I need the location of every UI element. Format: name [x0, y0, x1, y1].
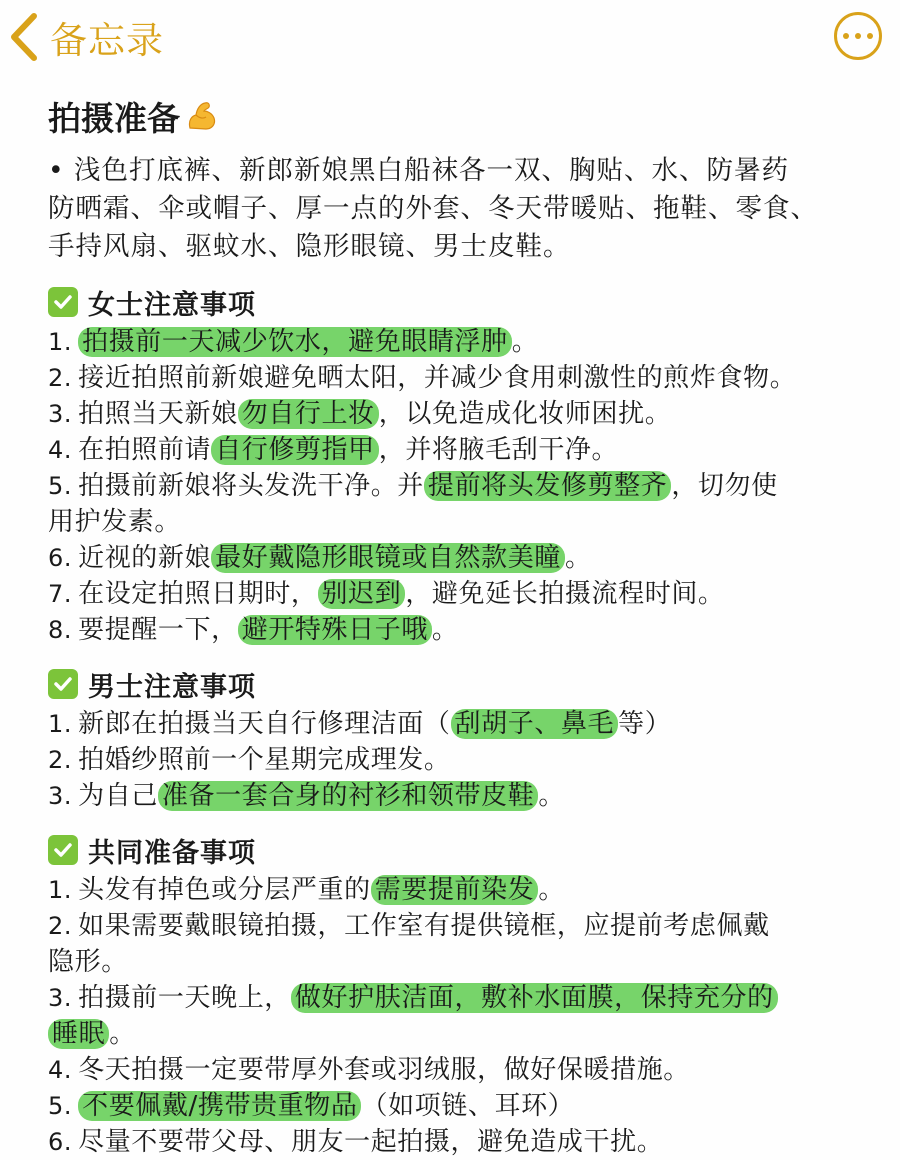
note-title: [48, 90, 870, 142]
title-text: 拍摄准备: [48, 98, 180, 138]
highlighted-text: 不要佩戴/携带贵重物品: [78, 1091, 361, 1121]
highlighted-text: 提前将头发修剪整齐: [424, 471, 671, 501]
intro-line: • 浅色打底裤、新郎新娘黑白船袜各一双、胸贴、水、防暑药: [48, 155, 790, 186]
list-item: [48, 324, 870, 360]
list-item: [48, 360, 870, 396]
item-text: 。: [564, 543, 592, 573]
item-text: 如果需要戴眼镜拍摄，工作室有提供镜框，应提前考虑佩戴: [78, 911, 770, 941]
list-item: [48, 706, 870, 742]
section-heading-text: 男士注意事项: [88, 671, 256, 703]
item-text: 在设定拍照日期时，: [78, 579, 318, 609]
highlighted-text: 需要提前染发: [371, 875, 539, 905]
sections: [48, 280, 870, 1160]
check-mark-icon: [48, 287, 78, 317]
section: [48, 662, 870, 814]
item-text: ，避免延长拍摄流程时间。: [405, 579, 725, 609]
section: [48, 828, 870, 1160]
top-bar: [0, 0, 900, 80]
back-label: 备忘录: [50, 19, 164, 62]
dot: [843, 33, 849, 39]
list-item: [48, 612, 870, 648]
item-number: 7.: [48, 580, 73, 608]
item-text: 头发有掉色或分层严重的: [78, 875, 371, 905]
list-item: [48, 944, 870, 980]
item-number: 6.: [48, 1128, 73, 1156]
item-number: 4.: [48, 1056, 73, 1084]
list-item: [48, 1052, 870, 1088]
item-text: 拍婚纱照前一个星期完成理发。: [78, 745, 451, 775]
highlighted-text: 睡眠: [48, 1019, 109, 1049]
dot: [867, 33, 873, 39]
section: [48, 280, 870, 648]
item-number: 3.: [48, 782, 73, 810]
item-text: 拍摄前新娘将头发洗干净。并: [78, 471, 424, 501]
list-item: [48, 778, 870, 814]
item-text: 。: [538, 875, 565, 905]
chevron-left-icon: [4, 8, 46, 66]
item-text: ，以免造成化妆师困扰。: [378, 399, 672, 429]
item-number: 6.: [48, 544, 73, 572]
item-text: 尽量不要带父母、朋友一起拍摄，避免造成干扰。: [78, 1127, 664, 1157]
item-text: 在拍照前请: [78, 435, 212, 465]
item-text: 。: [538, 781, 565, 811]
item-text: 拍摄前一天晚上，: [78, 983, 291, 1013]
item-number: 2.: [48, 912, 73, 940]
item-text: 冬天拍摄一定要带厚外套或羽绒服，做好保暖措施。: [78, 1055, 690, 1085]
highlighted-text: 避开特殊日子哦: [238, 615, 432, 645]
item-number: 8.: [48, 616, 73, 644]
section-heading: [48, 662, 870, 706]
highlighted-text: 勿自行上妆: [238, 399, 379, 429]
highlighted-text: 自行修剪指甲: [211, 435, 379, 465]
back-button[interactable]: [4, 8, 164, 66]
item-number: 1.: [48, 876, 73, 904]
item-text: 隐形。: [48, 947, 128, 977]
section-heading-text: 女士注意事项: [88, 289, 256, 321]
item-text: 等）: [618, 709, 672, 739]
list-item: [48, 872, 870, 908]
item-text: 为自己: [78, 781, 158, 811]
item-list: [48, 324, 870, 648]
section-heading: [48, 280, 870, 324]
item-number: 3.: [48, 400, 73, 428]
list-item: [48, 908, 870, 944]
item-number: 3.: [48, 984, 73, 1012]
item-number: 1.: [48, 710, 73, 738]
item-number: 1.: [48, 328, 73, 356]
item-text: ，切勿使: [671, 471, 778, 501]
list-item: [48, 1016, 870, 1052]
check-mark-icon: [48, 669, 78, 699]
list-item: [48, 1088, 870, 1124]
section-heading-text: 共同准备事项: [88, 837, 256, 869]
item-text: 接近拍照前新娘避免晒太阳，并减少食用刺激性的煎炸食物。: [78, 363, 797, 393]
note-content: [0, 90, 900, 1160]
highlighted-text: 刮胡子、鼻毛: [451, 709, 619, 739]
item-number: 4.: [48, 436, 73, 464]
item-text: 要提醒一下，: [78, 615, 238, 645]
highlighted-text: 准备一套合身的衬衫和领带皮鞋: [158, 781, 538, 811]
item-text: 新郎在拍摄当天自行修理洁面（: [78, 709, 451, 739]
item-text: 。: [109, 1019, 136, 1049]
item-text: 用护发素。: [48, 507, 182, 537]
dot: [855, 33, 861, 39]
item-text: 拍照当天新娘: [78, 399, 238, 429]
list-item: [48, 432, 870, 468]
list-item: [48, 1124, 870, 1160]
item-list: [48, 706, 870, 814]
check-mark-icon: [48, 835, 78, 865]
intro-paragraph: [48, 152, 870, 266]
item-number: 2.: [48, 364, 73, 392]
item-text: 近视的新娘: [78, 543, 212, 573]
highlighted-text: 最好戴隐形眼镜或自然款美瞳: [211, 543, 565, 573]
intro-line: 防晒霜、伞或帽子、厚一点的外套、冬天带暖贴、拖鞋、零食、: [48, 193, 818, 224]
highlighted-text: 做好护肤洁面，敷补水面膜，保持充分的: [291, 983, 778, 1013]
list-item: [48, 468, 870, 504]
list-item: [48, 504, 870, 540]
section-heading: [48, 828, 870, 872]
list-item: [48, 980, 870, 1016]
item-text: ，并将腋毛刮干净。: [378, 435, 619, 465]
more-options-icon[interactable]: [834, 12, 882, 60]
item-number: 5.: [48, 472, 73, 500]
item-text: 。: [511, 327, 539, 357]
item-list: [48, 872, 870, 1160]
item-text: 。: [431, 615, 459, 645]
list-item: [48, 576, 870, 612]
highlighted-text: 拍摄前一天减少饮水，避免眼睛浮肿: [78, 327, 512, 357]
highlighted-text: 别迟到: [318, 579, 406, 609]
list-item: [48, 742, 870, 778]
item-text: （如项链、耳环）: [361, 1091, 575, 1121]
item-number: 2.: [48, 746, 73, 774]
flexed-biceps-icon: [184, 98, 220, 134]
list-item: [48, 396, 870, 432]
list-item: [48, 540, 870, 576]
item-number: 5.: [48, 1092, 73, 1120]
intro-line: 手持风扇、驱蚊水、隐形眼镜、男士皮鞋。: [48, 231, 571, 262]
